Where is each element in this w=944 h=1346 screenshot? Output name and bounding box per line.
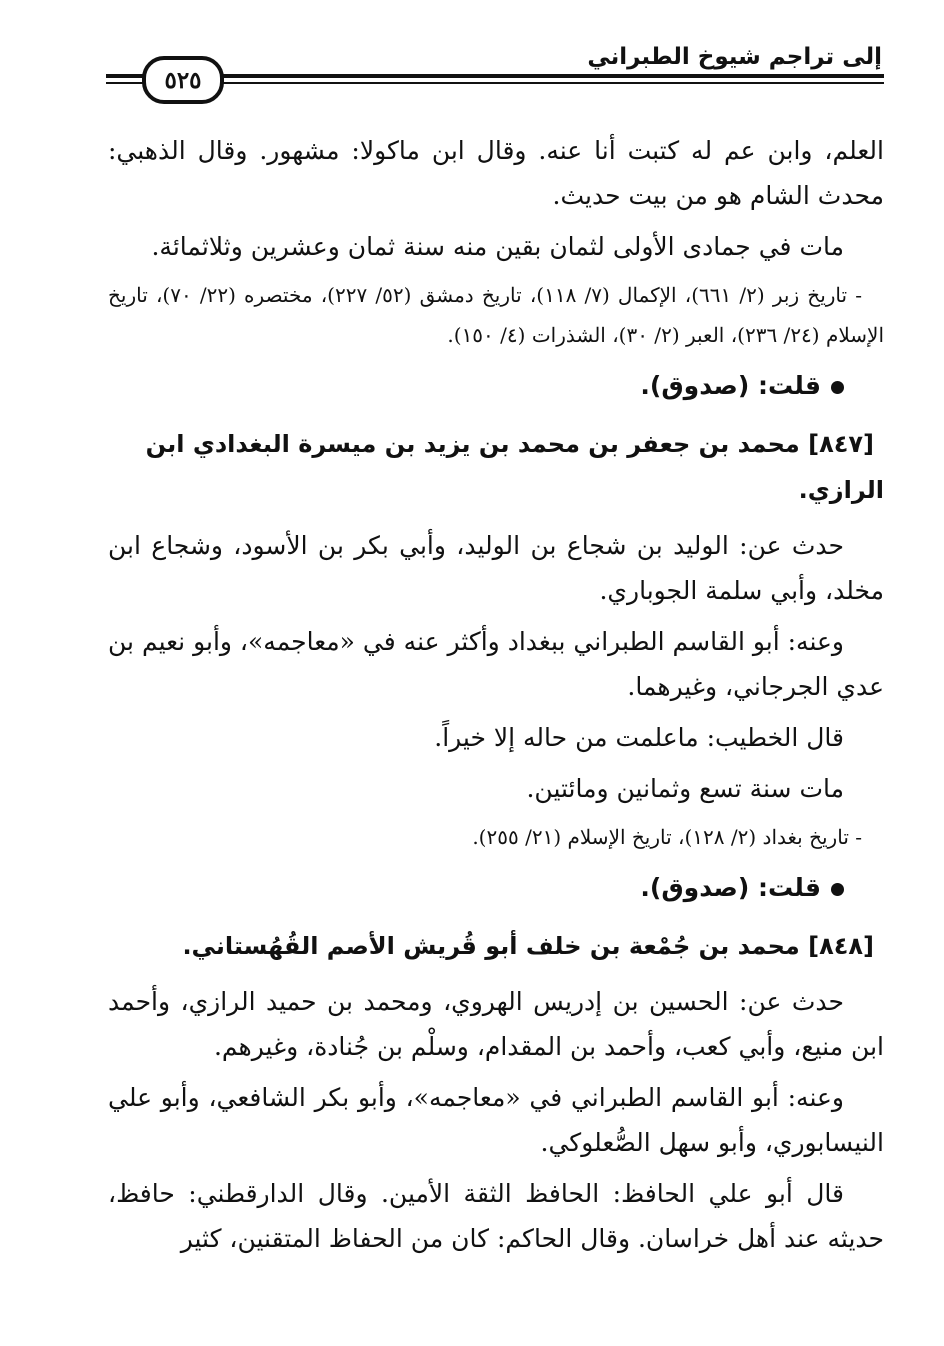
header-rule-left-thick xyxy=(106,74,144,78)
biography-entry-heading: [٨٤٧] محمد بن جعفر بن محمد بن يزيد بن ميسرة البغدادي ابن الرازي. xyxy=(145,430,884,504)
bullet-icon xyxy=(831,381,844,394)
source-references-note: - تاريخ بغداد (٢/ ١٢٨)، تاريخ الإسلام (٢١/ ٢٥٥). xyxy=(472,825,862,849)
body-paragraph: مات سنة تسع وثمانين ومائتين. xyxy=(526,774,844,803)
source-references-note: - تاريخ زبر (٢/ ٦٦١)، الإكمال (٧/ ١١٨)، تاريخ دمشق (٥٢/ ٢٢٧)، مختصره (٢٢/ ٧٠)، تاريخ الإسلام (٢٤/ ٢٣٦)، العبر (٢/ ٣٠)، الشذرات (٤/ ١٥٠). xyxy=(108,283,884,347)
body-paragraph: مات في جمادى الأولى لثمان بقين منه سنة ثمان وعشرين وثلاثمائة. xyxy=(151,232,844,261)
verdict-text: قلت: (صدوق). xyxy=(640,873,821,902)
verdict-text: قلت: (صدوق). xyxy=(640,371,821,400)
body-paragraph: قال الخطيب: ماعلمت من حاله إلا خيراً. xyxy=(434,723,844,752)
body-paragraph: وعنه: أبو القاسم الطبراني في «معاجمه»، وأبو بكر الشافعي، وأبو علي النيسابوري، وأبو سهل الصُّعلوكي. xyxy=(108,1083,884,1157)
verdict-line xyxy=(108,363,844,409)
header-rule-thick xyxy=(222,74,884,78)
body-paragraph: العلم، وابن عم له كتبت أنا عنه. وقال ابن ماكولا: مشهور. وقال الذهبي: محدث الشام هو من بيت حديث. xyxy=(108,136,884,210)
bullet-icon xyxy=(831,883,844,896)
page-number: ٥٢٥ xyxy=(164,66,202,94)
header-rule-left-thin xyxy=(106,82,144,84)
page-body xyxy=(108,128,884,1267)
running-header-title: إلى تراجم شيوخ الطبراني xyxy=(587,44,882,70)
body-paragraph: وعنه: أبو القاسم الطبراني ببغداد وأكثر عنه في «معاجمه»، وأبو نعيم بن عدي الجرجاني، وغيرهما. xyxy=(108,627,884,701)
body-paragraph: حدث عن: الحسين بن إدريس الهروي، ومحمد بن حميد الرازي، وأحمد ابن منيع، وأبي كعب، وأحمد بن المقدام، وسلْم بن جُنادة، وغيرهم. xyxy=(108,987,884,1061)
body-paragraph: قال أبو علي الحافظ: الحافظ الثقة الأمين. وقال الدارقطني: حافظ، حديثه عند أهل خراسان. وقال الحاكم: كان من الحفاظ المتقنين، كثير xyxy=(108,1179,884,1253)
biography-entry-heading: [٨٤٨] محمد بن جُمْعة بن خلف أبو قُريش الأصم القُهُستاني. xyxy=(182,932,874,960)
page-number-badge xyxy=(142,56,224,104)
body-paragraph: حدث عن: الوليد بن شجاع بن الوليد، وأبي بكر بن الأسود، وشجاع ابن مخلد، وأبي سلمة الجوباري. xyxy=(108,531,884,605)
header-rule-thin xyxy=(222,82,884,84)
verdict-line xyxy=(108,865,844,911)
